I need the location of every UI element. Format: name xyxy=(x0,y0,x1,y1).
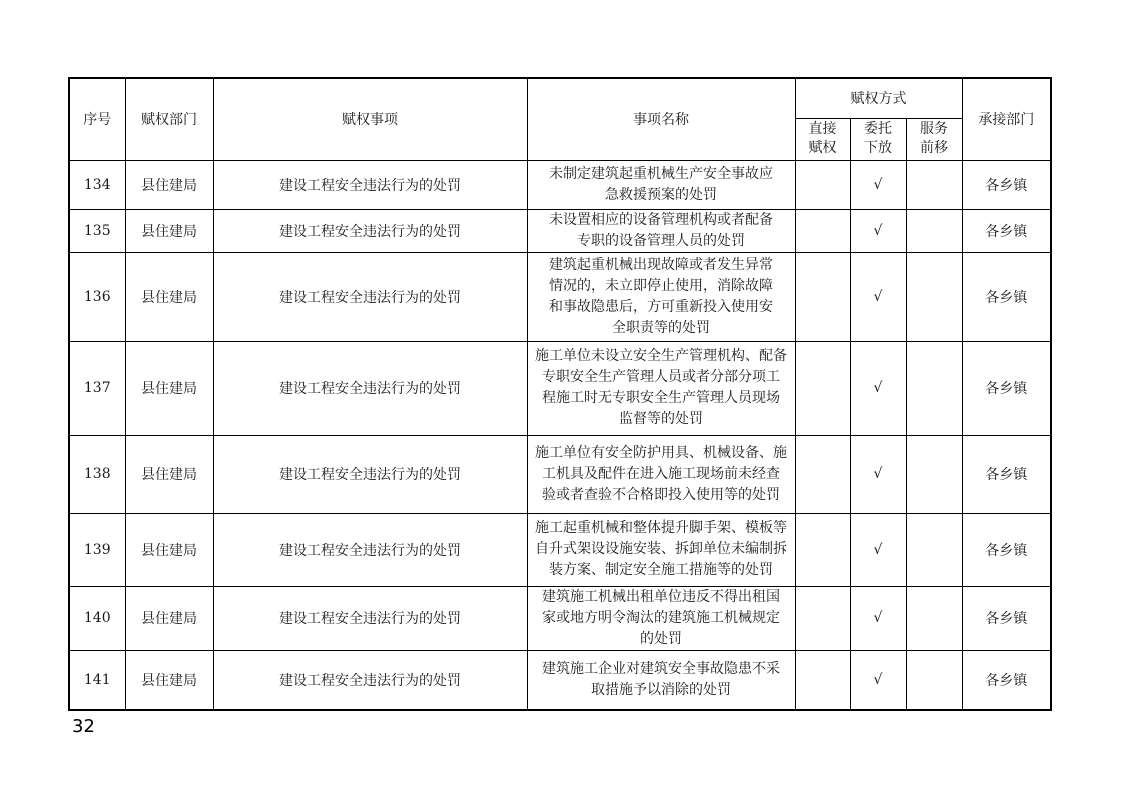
cell-item-name xyxy=(527,513,795,586)
cell-entrust: √ xyxy=(850,252,906,341)
table-row xyxy=(69,341,1051,435)
header-method-service-line1: 服务 xyxy=(920,121,948,137)
item-name-line: 未制定建筑起重机械生产安全事故应 xyxy=(549,165,773,182)
cell-entrust: √ xyxy=(850,435,906,513)
item-name-line: 建筑施工企业对建筑安全事故隐患不采 xyxy=(542,660,780,677)
cell-seq: 140 xyxy=(69,586,125,650)
item-name-line: 情况的，未立即停止使用，消除故障 xyxy=(549,277,773,294)
cell-receiver: 各乡镇 xyxy=(962,209,1051,252)
item-name-line: 工机具及配件在进入施工现场前未经查 xyxy=(542,465,780,482)
table-row xyxy=(69,209,1051,252)
page-number: 32 xyxy=(72,716,95,737)
table-row xyxy=(69,160,1051,209)
cell-service xyxy=(906,252,962,341)
cell-item-name xyxy=(527,435,795,513)
cell-dept: 县住建局 xyxy=(125,209,213,252)
cell-item-name xyxy=(527,586,795,650)
header-method-direct-line1: 直接 xyxy=(808,121,837,137)
cell-direct xyxy=(795,435,850,513)
cell-category: 建设工程安全违法行为的处罚 xyxy=(213,586,527,650)
cell-item-name xyxy=(527,160,795,209)
cell-category: 建设工程安全违法行为的处罚 xyxy=(213,252,527,341)
cell-receiver: 各乡镇 xyxy=(962,513,1051,586)
cell-service xyxy=(906,513,962,586)
table-row xyxy=(69,650,1051,710)
cell-dept: 县住建局 xyxy=(125,513,213,586)
cell-item-name xyxy=(527,252,795,341)
cell-receiver: 各乡镇 xyxy=(962,586,1051,650)
cell-direct xyxy=(795,341,850,435)
item-name-line: 取措施予以消除的处罚 xyxy=(591,681,731,698)
header-receiver: 承接部门 xyxy=(962,78,1051,160)
cell-seq: 139 xyxy=(69,513,125,586)
cell-service xyxy=(906,341,962,435)
cell-receiver: 各乡镇 xyxy=(962,341,1051,435)
item-name-line: 建筑起重机械出现故障或者发生异常 xyxy=(549,256,773,273)
item-name-line: 的处罚 xyxy=(640,630,682,647)
item-name-line: 施工单位有安全防护用具、机械设备、施 xyxy=(535,444,787,461)
cell-receiver: 各乡镇 xyxy=(962,252,1051,341)
cell-entrust: √ xyxy=(850,341,906,435)
cell-receiver: 各乡镇 xyxy=(962,160,1051,209)
header-method: 赋权方式 xyxy=(795,78,962,118)
cell-category: 建设工程安全违法行为的处罚 xyxy=(213,650,527,710)
cell-seq: 135 xyxy=(69,209,125,252)
cell-item-name xyxy=(527,341,795,435)
cell-service xyxy=(906,435,962,513)
item-name-line: 建筑施工机械出租单位违反不得出租国 xyxy=(542,588,780,605)
cell-dept: 县住建局 xyxy=(125,586,213,650)
cell-direct xyxy=(795,513,850,586)
item-name-line: 急救援预案的处罚 xyxy=(605,186,717,203)
cell-entrust: √ xyxy=(850,586,906,650)
header-seq: 序号 xyxy=(69,78,125,160)
header-item-name: 事项名称 xyxy=(527,78,795,160)
header-method-entrust xyxy=(850,118,906,160)
item-name-line: 程施工时无专职安全生产管理人员现场 xyxy=(542,390,780,406)
cell-direct xyxy=(795,586,850,650)
header-method-service xyxy=(906,118,962,160)
item-name-line: 专职的设备管理人员的处罚 xyxy=(577,232,745,249)
table-row xyxy=(69,252,1051,341)
cell-entrust: √ xyxy=(850,513,906,586)
item-name-line: 全职责等的处罚 xyxy=(612,319,710,336)
header-method-service-line2: 前移 xyxy=(920,140,948,156)
item-name-line: 施工单位未设立安全生产管理机构、配备 xyxy=(535,348,787,364)
cell-service xyxy=(906,209,962,252)
cell-direct xyxy=(795,209,850,252)
cell-item-name xyxy=(527,209,795,252)
item-name-line: 专职安全生产管理人员或者分部分项工 xyxy=(542,369,780,385)
cell-entrust: √ xyxy=(850,160,906,209)
cell-seq: 134 xyxy=(69,160,125,209)
cell-seq: 137 xyxy=(69,341,125,435)
cell-category: 建设工程安全违法行为的处罚 xyxy=(213,513,527,586)
cell-service xyxy=(906,650,962,710)
cell-receiver: 各乡镇 xyxy=(962,435,1051,513)
cell-dept: 县住建局 xyxy=(125,160,213,209)
cell-item-name xyxy=(527,650,795,710)
authorization-table xyxy=(68,77,1052,711)
item-name-line: 自升式架设设施安装、拆卸单位未编制拆 xyxy=(535,541,787,557)
item-name-line: 和事故隐患后，方可重新投入使用安 xyxy=(549,298,773,315)
item-name-line: 装方案、制定安全施工措施等的处罚 xyxy=(549,562,773,578)
cell-direct xyxy=(795,252,850,341)
cell-category: 建设工程安全违法行为的处罚 xyxy=(213,160,527,209)
cell-category: 建设工程安全违法行为的处罚 xyxy=(213,209,527,252)
item-name-line: 未设置相应的设备管理机构或者配备 xyxy=(549,211,773,228)
cell-seq: 136 xyxy=(69,252,125,341)
cell-entrust: √ xyxy=(850,650,906,710)
header-dept: 赋权部门 xyxy=(125,78,213,160)
cell-category: 建设工程安全违法行为的处罚 xyxy=(213,341,527,435)
cell-service xyxy=(906,586,962,650)
cell-receiver: 各乡镇 xyxy=(962,650,1051,710)
cell-dept: 县住建局 xyxy=(125,435,213,513)
cell-seq: 141 xyxy=(69,650,125,710)
table-row xyxy=(69,513,1051,586)
header-row-top xyxy=(69,78,1051,118)
item-name-line: 监督等的处罚 xyxy=(619,411,703,427)
header-category: 赋权事项 xyxy=(213,78,527,160)
cell-direct xyxy=(795,650,850,710)
header-method-entrust-line2: 下放 xyxy=(864,140,892,156)
cell-service xyxy=(906,160,962,209)
cell-seq: 138 xyxy=(69,435,125,513)
item-name-line: 施工起重机械和整体提升脚手架、模板等 xyxy=(535,520,787,536)
cell-category: 建设工程安全违法行为的处罚 xyxy=(213,435,527,513)
cell-entrust: √ xyxy=(850,209,906,252)
cell-dept: 县住建局 xyxy=(125,252,213,341)
table-row xyxy=(69,586,1051,650)
item-name-line: 验或者查验不合格即投入使用等的处罚 xyxy=(542,486,780,503)
header-method-entrust-line1: 委托 xyxy=(864,121,892,137)
header-method-direct xyxy=(795,118,850,160)
cell-direct xyxy=(795,160,850,209)
cell-dept: 县住建局 xyxy=(125,650,213,710)
header-method-direct-line2: 赋权 xyxy=(808,140,837,156)
table-row xyxy=(69,435,1051,513)
item-name-line: 家或地方明令淘汰的建筑施工机械规定 xyxy=(542,609,780,626)
cell-dept: 县住建局 xyxy=(125,341,213,435)
